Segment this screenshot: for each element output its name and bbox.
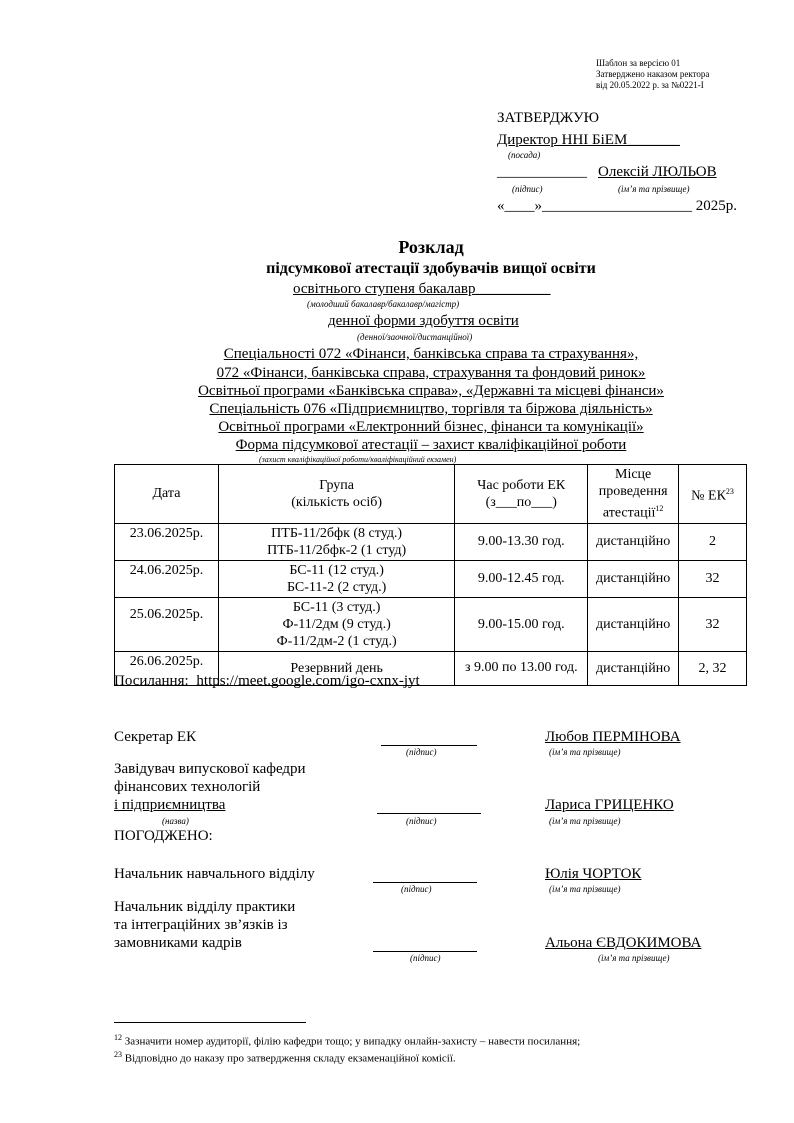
spec-line-3: Освітньої програми «Банківська справа», «Державні та місцеві фінанси» xyxy=(198,383,664,399)
row-groups: БС-11 (12 студ.) БС-11-2 (2 студ.) xyxy=(218,560,454,597)
row-date: 26.06.2025р. xyxy=(115,651,219,685)
row-date: 23.06.2025р. xyxy=(115,523,219,560)
header-group: Група (кількість осіб) xyxy=(218,465,454,524)
edu-sig-hint: (підпис) xyxy=(401,884,432,894)
spec-line-2: 072 «Фінанси, банківська справа, страхування та фондовий ринок» xyxy=(216,365,646,381)
head-name: Лариса ГРИЦЕНКО xyxy=(545,797,674,813)
practice-name-hint: (ім’я та прізвище) xyxy=(598,953,670,963)
footnote-2: $^{23}$ Відповідно до наказу про затвердження складу екзаменаційної комісії. xyxy=(114,1050,456,1065)
table-row xyxy=(115,597,747,651)
row-groups: Резервний день xyxy=(218,651,454,685)
head-signature-line xyxy=(377,813,481,814)
degree-hint: (молодший бакалавр/бакалавр/магістр) xyxy=(307,299,460,309)
practice-name: Альона ЄВДОКИМОВА xyxy=(545,935,702,951)
row-place: дистанційно xyxy=(588,651,679,685)
row-groups: ПТБ-11/2бфк (8 студ.) ПТБ-11/2бфк-2 (1 студ) xyxy=(218,523,454,560)
row-time: 9.00-13.30 год. xyxy=(455,523,588,560)
head-role-hint: (назва) xyxy=(162,816,189,826)
template-version: Шаблон за версією 01 xyxy=(596,58,681,68)
doc-title: Розклад xyxy=(398,237,464,257)
agreed-heading: ПОГОДЖЕНО: xyxy=(114,828,213,844)
secretary-signature-line xyxy=(381,745,477,746)
row-groups: БС-11 (3 студ.) Ф-11/2дм (9 студ.) Ф-11/2дм-2 (1 студ.) xyxy=(218,597,454,651)
approve-position-hint: (посада) xyxy=(508,150,541,160)
table-header-row xyxy=(115,465,747,524)
head-role-2: фінансових технологій xyxy=(114,779,261,795)
row-time: з 9.00 по 13.00 год. xyxy=(455,651,588,685)
header-place: Місце проведення атестації$^{12}$ xyxy=(588,465,679,524)
footnote-1: $^{12}$ Зазначити номер аудиторії, філію кафедри тощо; у випадку онлайн-захисту – навести посилання; xyxy=(114,1033,581,1048)
row-date: 24.06.2025р. xyxy=(115,560,219,597)
approve-heading: ЗАТВЕРДЖУЮ xyxy=(497,110,600,126)
approve-signature-line: ____________ xyxy=(497,164,587,180)
table-row xyxy=(115,523,747,560)
head-name-hint: (ім’я та прізвище) xyxy=(549,816,621,826)
meeting-link[interactable]: https://meet.google.com/igo-cxnx-jyt xyxy=(196,673,420,689)
secretary-sig-hint: (підпис) xyxy=(406,747,437,757)
row-place: дистанційно xyxy=(588,597,679,651)
practice-role-2: та інтеграційних зв’язків із xyxy=(114,917,288,933)
table-row xyxy=(115,560,747,597)
approve-signature-hint: (підпис) xyxy=(512,184,543,194)
form-line: денної форми здобуття освіти xyxy=(328,313,519,329)
row-date: 25.06.2025р. xyxy=(115,597,219,651)
head-sig-hint: (підпис) xyxy=(406,816,437,826)
practice-role-1: Начальник відділу практики xyxy=(114,899,296,915)
row-place: дистанційно xyxy=(588,560,679,597)
edu-name-hint: (ім’я та прізвище) xyxy=(549,884,621,894)
template-order: від 20.05.2022 р. за №0221-І xyxy=(596,80,704,90)
row-time: 9.00-12.45 год. xyxy=(455,560,588,597)
template-approved: Затверджено наказом ректора xyxy=(596,69,710,79)
practice-role-3: замовниками кадрів xyxy=(114,935,242,951)
edu-name: Юлія ЧОРТОК xyxy=(545,866,642,882)
doc-subtitle: підсумкової атестації здобувачів вищої освіти xyxy=(266,260,596,277)
schedule-table xyxy=(114,464,747,686)
row-place: дистанційно xyxy=(588,523,679,560)
secretary-role: Секретар ЕК xyxy=(114,729,197,745)
approve-name-hint: (ім’я та прізвище) xyxy=(618,184,690,194)
degree-line: освітнього ступеня бакалавр__________ xyxy=(293,281,551,297)
template-info xyxy=(596,58,709,91)
spec-line-4: Спеціальність 076 «Підприємництво, торгівля та біржова діяльність» xyxy=(209,401,653,417)
approve-name: Олексій ЛЮЛЬОВ xyxy=(598,164,717,180)
head-role-3: і підприємництва xyxy=(114,797,226,813)
row-ek: 2, 32 xyxy=(679,651,747,685)
header-ek: № ЕК$^{23}$ xyxy=(679,465,747,524)
practice-signature-line xyxy=(373,951,477,952)
approve-date: «____»____________________ 2025р. xyxy=(497,198,737,214)
form-hint: (денної/заочної/дистанційної) xyxy=(357,332,473,342)
row-ek: 32 xyxy=(679,597,747,651)
head-role-1: Завідувач випускової кафедри xyxy=(114,761,306,777)
secretary-name: Любов ПЕРМІНОВА xyxy=(545,729,681,745)
meeting-link-row xyxy=(114,673,420,690)
header-date: Дата xyxy=(115,465,219,524)
meeting-link-label: Посилання: xyxy=(114,673,189,689)
secretary-name-hint: (ім’я та прізвище) xyxy=(549,747,621,757)
attest-hint: (захист кваліфікаційної роботи/кваліфікаційний екзамен) xyxy=(259,455,457,464)
edu-role: Начальник навчального відділу xyxy=(114,866,315,882)
header-time: Час роботи ЕК (з___по___) xyxy=(455,465,588,524)
edu-signature-line xyxy=(373,882,477,883)
spec-line-5: Освітньої програми «Електронний бізнес, фінанси та комунікації» xyxy=(218,419,644,435)
row-time: 9.00-15.00 год. xyxy=(455,597,588,651)
approve-position: Директор ННІ БіЕМ_______ xyxy=(497,132,680,148)
spec-line-1: Спеціальності 072 «Фінанси, банківська справа та страхування», xyxy=(223,346,639,362)
row-ek: 2 xyxy=(679,523,747,560)
row-ek: 32 xyxy=(679,560,747,597)
practice-sig-hint: (підпис) xyxy=(410,953,441,963)
spec-line-6: Форма підсумкової атестації – захист кваліфікаційної роботи xyxy=(235,437,627,453)
footnote-separator xyxy=(114,1022,306,1023)
